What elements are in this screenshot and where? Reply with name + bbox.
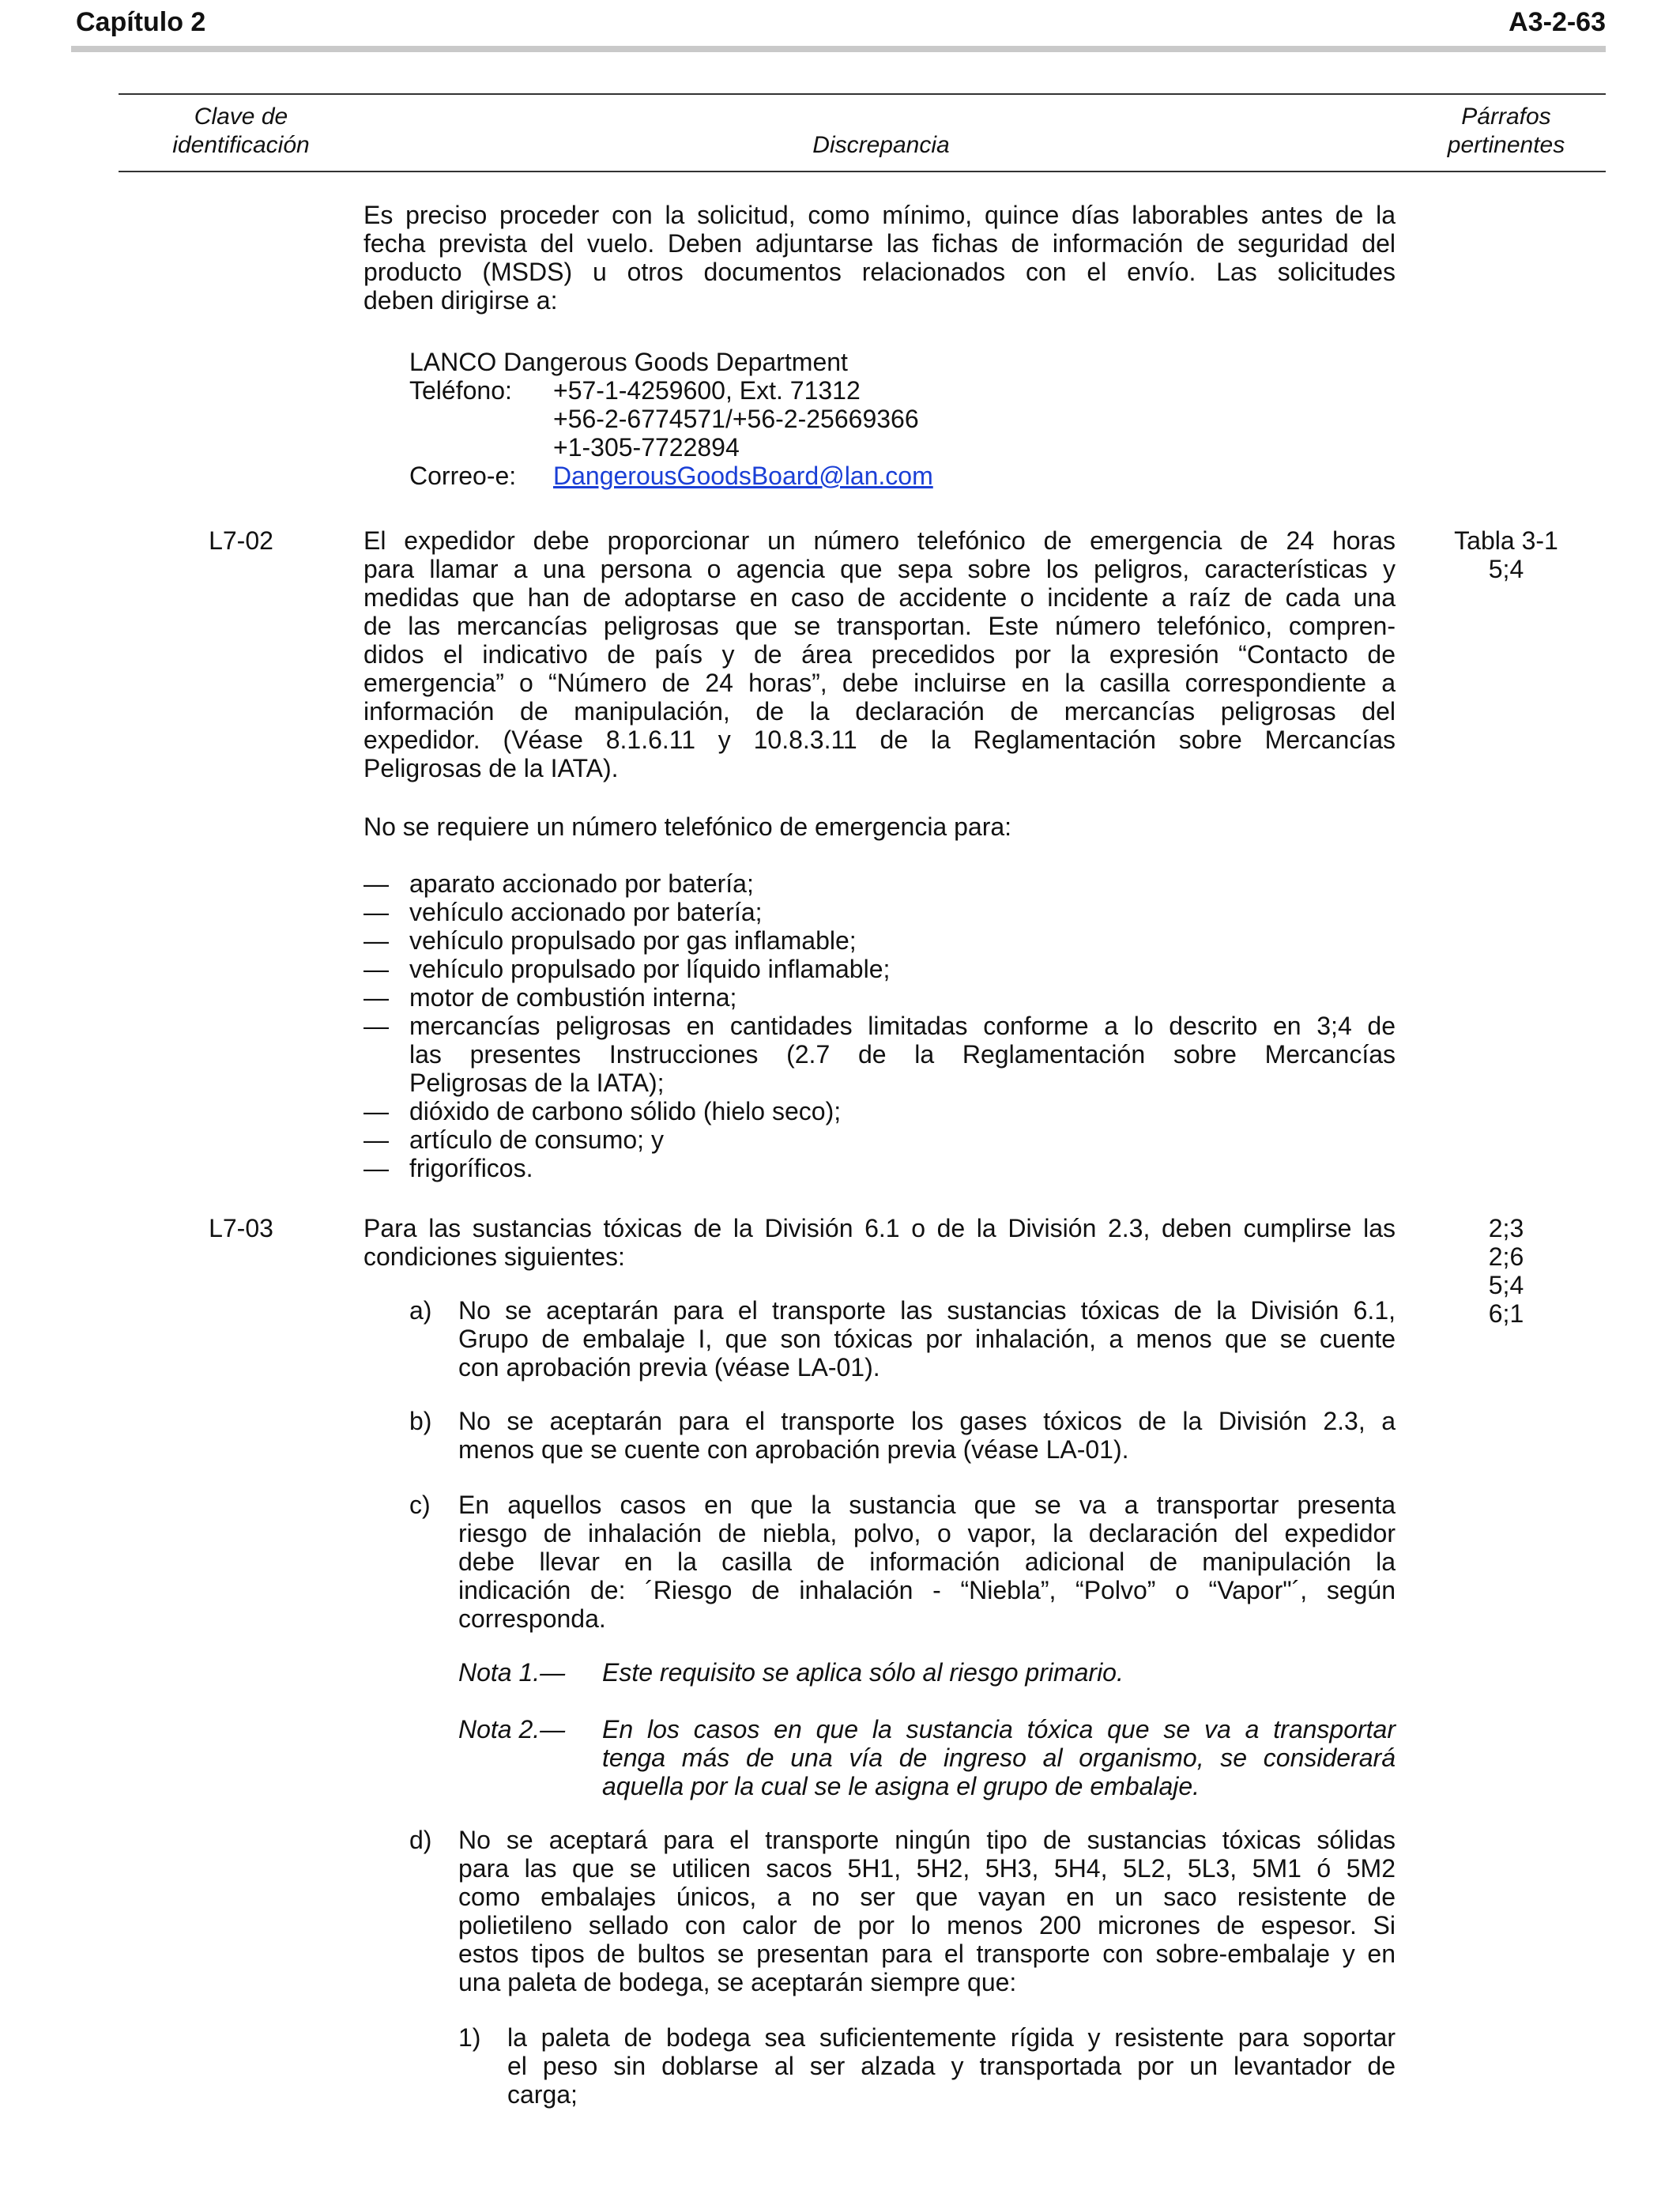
column-header-key-line: identificación bbox=[172, 132, 310, 158]
item-marker: a) bbox=[409, 1296, 432, 1325]
note-marker: Nota 2.— bbox=[458, 1715, 566, 1744]
contact-org: LANCO Dangerous Goods Department bbox=[409, 348, 848, 376]
item-marker: d) bbox=[409, 1826, 432, 1854]
text-line: condiciones siguientes: bbox=[363, 1242, 625, 1271]
dash-marker: — bbox=[363, 1154, 389, 1182]
list-item bbox=[363, 869, 1396, 898]
page-number: A3-2-63 bbox=[1509, 7, 1606, 37]
text-line: Peligrosas de la IATA). bbox=[363, 754, 619, 782]
list-item-text: aparato accionado por batería; bbox=[409, 869, 754, 898]
text-line: la paleta de bodega sea suficientemente rígida y resistente para soportar bbox=[507, 2023, 1396, 2052]
row-refs-l7-02 bbox=[1407, 526, 1606, 583]
text-line: No se aceptará para el transporte ningún tipo de sustancias tóxicas sólidas bbox=[458, 1826, 1396, 1854]
text-line: de las mercancías peligrosas que se transportan. Este número telefónico, compren- bbox=[363, 612, 1396, 640]
column-header-refs bbox=[1407, 103, 1606, 160]
row-refs-l7-03 bbox=[1407, 1214, 1606, 1328]
text-line: Este requisito se aplica sólo al riesgo primario. bbox=[602, 1658, 1124, 1687]
chapter-title: Capítulo 2 bbox=[76, 7, 206, 37]
list-item-text: motor de combustión interna; bbox=[409, 983, 737, 1012]
text-line: Grupo de embalaje I, que son tóxicas por inhalación, a menos que se cuente bbox=[458, 1325, 1396, 1353]
text-line: medidas que han de adoptarse en caso de accidente o incidente a raíz de cada una bbox=[363, 583, 1396, 612]
list-item-text: artículo de consumo; y bbox=[409, 1125, 664, 1154]
list-item bbox=[363, 898, 1396, 926]
header-divider bbox=[71, 46, 1606, 52]
note-1 bbox=[458, 1658, 1396, 1687]
text-line: El expedidor debe proporcionar un número telefónico de emergencia de 24 horas bbox=[363, 526, 1396, 555]
l7-03-item-d bbox=[409, 1826, 1396, 1996]
text-line: debe llevar en la casilla de información adicional de manipulación la bbox=[458, 1547, 1396, 1576]
text-line: carga; bbox=[507, 2080, 578, 2109]
list-item bbox=[363, 1154, 1396, 1182]
text-line: aquella por la cual se le asigna el grupo de embalaje. bbox=[602, 1772, 1200, 1800]
note-marker: Nota 1.— bbox=[458, 1658, 566, 1687]
column-header-refs-line: pertinentes bbox=[1447, 132, 1565, 158]
phone-number: +1-305-7722894 bbox=[553, 433, 740, 462]
text-line: deben dirigirse a: bbox=[363, 286, 558, 315]
l7-03-item-c bbox=[409, 1491, 1396, 1633]
list-item-text: las presentes Instrucciones (2.7 de la Reglamentación sobre Mercancías bbox=[409, 1040, 1396, 1069]
text-line: estos tipos de bultos se presentan para el transporte con sobre-embalaje y en bbox=[458, 1940, 1396, 1968]
list-item-text: frigoríficos. bbox=[409, 1154, 533, 1182]
text-line: No se aceptarán para el transporte los gases tóxicos de la División 2.3, a bbox=[458, 1407, 1396, 1435]
text-line: Es preciso proceder con la solicitud, como mínimo, quince días laborables antes de la bbox=[363, 201, 1396, 229]
list-item bbox=[363, 955, 1396, 983]
list-item bbox=[363, 926, 1396, 955]
phone-number: +57-1-4259600, Ext. 71312 bbox=[553, 376, 861, 405]
note-2 bbox=[458, 1715, 1396, 1800]
list-item-text: dióxido de carbono sólido (hielo seco); bbox=[409, 1097, 842, 1125]
dash-marker: — bbox=[363, 1097, 389, 1125]
l7-02-exceptions-list bbox=[363, 869, 1396, 1182]
dash-marker: — bbox=[363, 1125, 389, 1154]
text-line: polietileno sellado con calor de por lo menos 200 micrones de espesor. Si bbox=[458, 1911, 1396, 1940]
text-line: emergencia” o “Número de 24 horas”, debe incluirse en la casilla correspondiente a bbox=[363, 669, 1396, 697]
row-key-l7-03: L7-03 bbox=[209, 1214, 273, 1242]
l7-02-paragraph bbox=[363, 526, 1396, 782]
text-line: No se aceptarán para el transporte las sustancias tóxicas de la División 6.1, bbox=[458, 1296, 1396, 1325]
row-key-l7-02: L7-02 bbox=[209, 526, 273, 555]
list-item bbox=[363, 1097, 1396, 1125]
intro-paragraph bbox=[363, 201, 1396, 315]
item-marker: b) bbox=[409, 1407, 432, 1435]
text-line: información de manipulación, de la declaración de mercancías peligrosas del bbox=[363, 697, 1396, 726]
ref-item: 5;4 bbox=[1488, 1271, 1524, 1299]
l7-03-item-b bbox=[409, 1407, 1396, 1464]
text-line: riesgo de inhalación de niebla, polvo, o vapor, la declaración del expedidor bbox=[458, 1519, 1396, 1547]
text-line: En aquellos casos en que la sustancia que se va a transportar presenta bbox=[458, 1491, 1396, 1519]
column-header-refs-line: Párrafos bbox=[1461, 104, 1551, 130]
l7-03-item-a bbox=[409, 1296, 1396, 1382]
item-marker: 1) bbox=[458, 2023, 481, 2052]
email-label: Correo-e: bbox=[409, 462, 517, 490]
email-link[interactable]: DangerousGoodsBoard@lan.com bbox=[553, 462, 933, 490]
column-header-discrepancy: Discrepancia bbox=[812, 132, 950, 158]
text-line: Para las sustancias tóxicas de la División 6.1 o de la División 2.3, deben cumplirse las bbox=[363, 1214, 1396, 1242]
phone-label: Teléfono: bbox=[409, 376, 512, 405]
dash-marker: — bbox=[363, 869, 389, 898]
ref-item: Tabla 3-1 bbox=[1454, 526, 1558, 555]
list-item bbox=[363, 1125, 1396, 1154]
dash-marker: — bbox=[363, 926, 389, 955]
text-line: menos que se cuente con aprobación previa (véase LA-01). bbox=[458, 1435, 1129, 1464]
text-line: para las que se utilicen sacos 5H1, 5H2, 5H3, 5H4, 5L2, 5L3, 5M1 ó 5M2 bbox=[458, 1854, 1396, 1883]
text-line: didos el indicativo de país y de área precedidos por la expresión “Contacto de bbox=[363, 640, 1396, 669]
dash-marker: — bbox=[363, 1012, 389, 1040]
list-item bbox=[363, 1012, 1396, 1097]
text-line: como embalajes únicos, a no ser que vayan en un saco resistente de bbox=[458, 1883, 1396, 1911]
list-item-text: vehículo propulsado por gas inflamable; bbox=[409, 926, 857, 955]
table-header-rule bbox=[119, 171, 1606, 172]
text-line: tenga más de una vía de ingreso al organismo, se considerará bbox=[602, 1744, 1396, 1772]
list-item-text: vehículo propulsado por líquido inflamable; bbox=[409, 955, 891, 983]
list-item-text: mercancías peligrosas en cantidades limitadas conforme a lo descrito en 3;4 de bbox=[409, 1012, 1396, 1040]
text-line: para llamar a una persona o agencia que sepa sobre los peligros, características y bbox=[363, 555, 1396, 583]
text-line: expedidor. (Véase 8.1.6.11 y 10.8.3.11 de la Reglamentación sobre Mercancías bbox=[363, 726, 1396, 754]
text-line: En los casos en que la sustancia tóxica que se va a transportar bbox=[602, 1715, 1396, 1744]
column-header-key bbox=[119, 103, 363, 160]
list-item-text: Peligrosas de la IATA); bbox=[409, 1069, 665, 1097]
ref-item: 5;4 bbox=[1488, 555, 1524, 583]
item-marker: c) bbox=[409, 1491, 431, 1519]
ref-item: 6;1 bbox=[1488, 1299, 1524, 1328]
list-item-text: vehículo accionado por batería; bbox=[409, 898, 763, 926]
phone-number: +56-2-6774571/+56-2-25669366 bbox=[553, 405, 919, 433]
text-line: una paleta de bodega, se aceptarán siempre que: bbox=[458, 1968, 1017, 1996]
text-line: fecha prevista del vuelo. Deben adjuntarse las fichas de información de seguridad del bbox=[363, 229, 1396, 258]
dash-marker: — bbox=[363, 983, 389, 1012]
ref-item: 2;3 bbox=[1488, 1214, 1524, 1242]
l7-03-item-d-1 bbox=[458, 2023, 1396, 2109]
page-header bbox=[76, 5, 1606, 40]
column-header-key-line: Clave de bbox=[194, 104, 288, 130]
l7-03-intro bbox=[363, 1214, 1396, 1271]
ref-item: 2;6 bbox=[1488, 1242, 1524, 1271]
dash-marker: — bbox=[363, 955, 389, 983]
text-line: el peso sin doblarse al ser alzada y transportada por un levantador de bbox=[507, 2052, 1396, 2080]
dash-marker: — bbox=[363, 898, 389, 926]
text-line: producto (MSDS) u otros documentos relacionados con el envío. Las solicitudes bbox=[363, 258, 1396, 286]
text-line: con aprobación previa (véase LA-01). bbox=[458, 1353, 880, 1382]
l7-02-no-required: No se requiere un número telefónico de emergencia para: bbox=[363, 812, 1012, 841]
table-top-rule bbox=[119, 93, 1606, 95]
list-item bbox=[363, 983, 1396, 1012]
text-line: indicación de: ´Riesgo de inhalación - “Niebla”, “Polvo” o “Vapor"´, según bbox=[458, 1576, 1396, 1604]
text-line: corresponda. bbox=[458, 1604, 606, 1633]
